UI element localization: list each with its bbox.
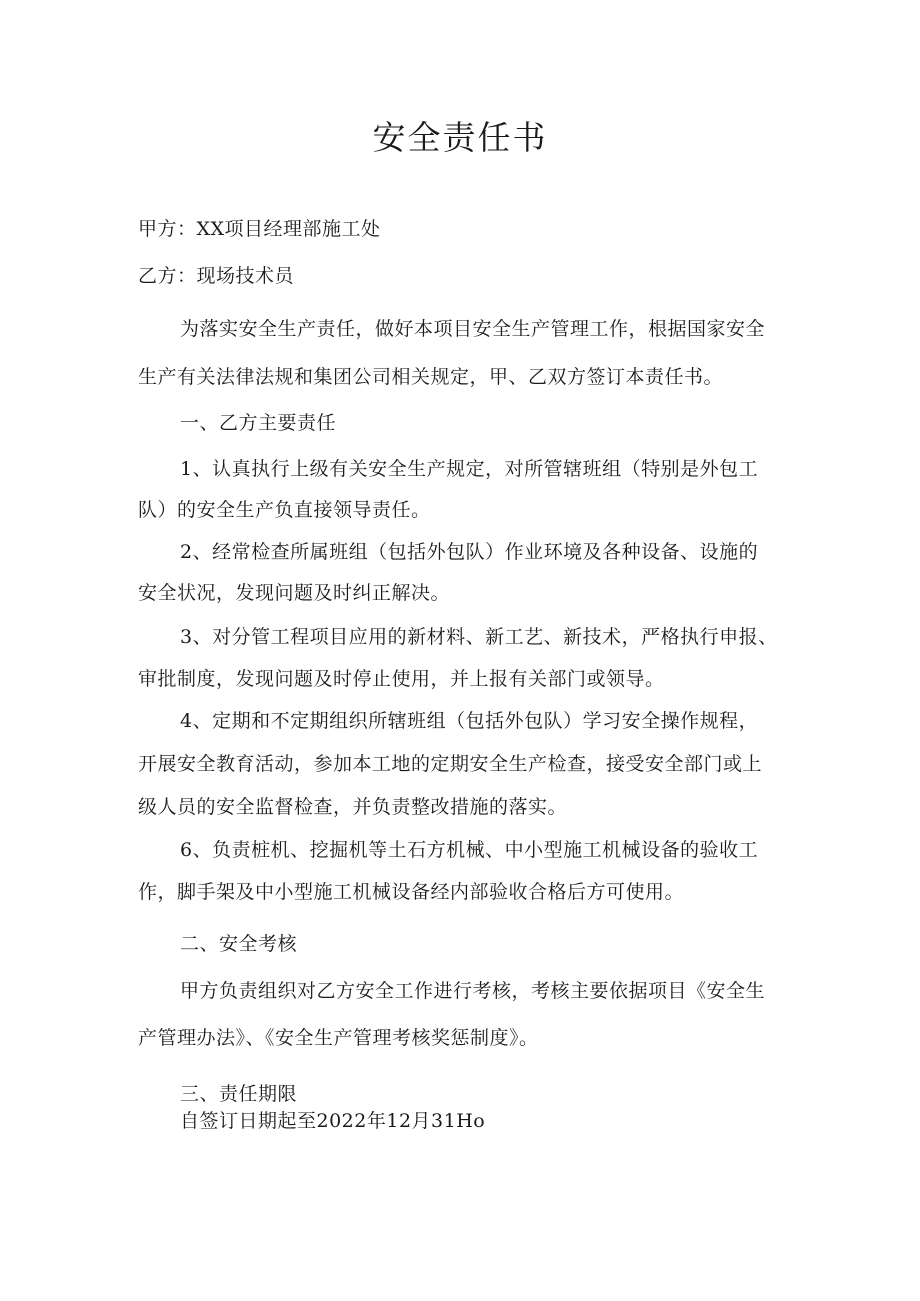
section2-heading: 二、安全考核 xyxy=(180,933,298,955)
intro-line-1: 为落实安全生产责任，做好本项目安全生产管理工作，根据国家安全 xyxy=(180,318,766,340)
party-b: 乙方：现场技术员 xyxy=(138,265,295,287)
item2-line-1: 2、经常检查所属班组（包括外包队）作业环境及各种设备、设施的 xyxy=(180,541,759,563)
section2-line-2: 产管理办法》、《安全生产管理考核奖惩制度》。 xyxy=(138,1027,539,1049)
item6-line-1: 6、负责桩机、挖掘机等土石方机械、中小型施工机械设备的验收工 xyxy=(180,839,759,861)
item4-line-1: 4、定期和不定期组织所辖班组（包括外包队）学习安全操作规程， xyxy=(180,710,759,732)
intro-line-2: 生产有关法律法规和集团公司相关规定，甲、乙双方签订本责任书。 xyxy=(138,366,724,388)
item6-line-2: 作，脚手架及中小型施工机械设备经内部验收合格后方可使用。 xyxy=(138,881,685,903)
item1-line-1: 1、认真执行上级有关安全生产规定，对所管辖班组（特别是外包工 xyxy=(180,458,759,480)
section2-line-1: 甲方负责组织对乙方安全工作进行考核，考核主要依据项目《安全生 xyxy=(180,980,766,1002)
item3-line-1: 3、对分管工程项目应用的新材料、新工艺、新技术，严格执行申报、 xyxy=(180,626,778,648)
item4-line-3: 级人员的安全监督检查，并负责整改措施的落实。 xyxy=(138,796,568,818)
party-a: 甲方：XX项目经理部施工处 xyxy=(138,218,381,240)
document-title: 安全责任书 xyxy=(372,118,548,157)
item1-line-2: 队）的安全生产负直接领导责任。 xyxy=(138,499,431,521)
section3-text: 自签订日期起至2022年12月31Ho xyxy=(180,1110,486,1132)
item4-line-2: 开展安全教育活动，参加本工地的定期安全生产检查，接受安全部门或上 xyxy=(138,753,763,775)
section3-heading: 三、责任期限 xyxy=(180,1083,298,1105)
item3-line-2: 审批制度，发现问题及时停止使用，并上报有关部门或领导。 xyxy=(138,668,665,690)
item2-line-2: 安全状况，发现问题及时纠正解决。 xyxy=(138,582,451,604)
section1-heading: 一、乙方主要责任 xyxy=(180,412,337,434)
